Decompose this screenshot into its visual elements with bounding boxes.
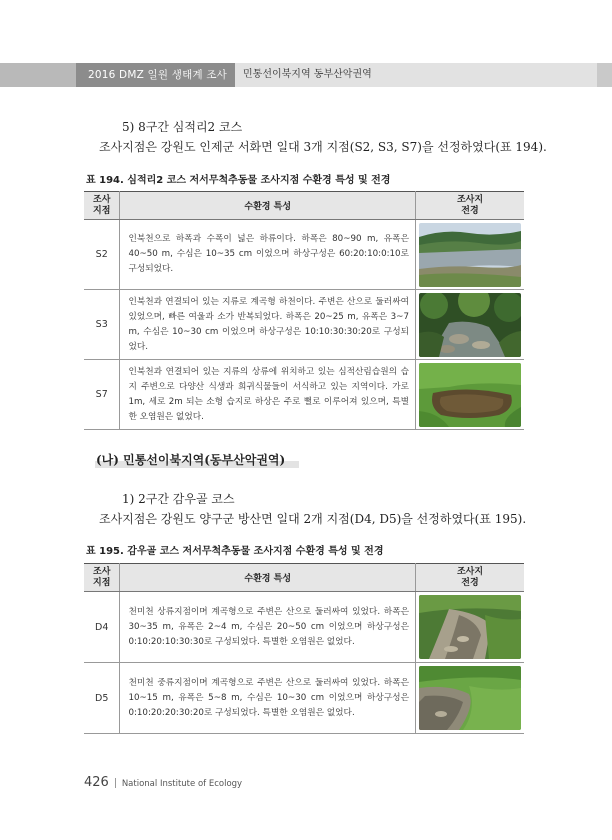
site-id: D5 [84, 663, 120, 734]
site-description: 인북천과 연결되어 있는 지류로 계곡형 하천이다. 주변은 산으로 둘러싸여 있었으며, 빠른 여울과 소가 반복되었다. 하폭은 20~25 m, 유폭은 3~7 m, 수심은 10~30 cm 이었으며 하상구성은 10:10:30:30:20로 구성되었다. [120, 290, 416, 360]
green-stream-photo [419, 666, 521, 730]
section-title: 민통선이북지역 동부산악권역 [235, 63, 612, 87]
section-heading: (나) 민통선이북지역(동부산악권역) [96, 453, 286, 467]
page-number: 426 [84, 775, 109, 790]
table-row [84, 360, 524, 430]
body-paragraph: 조사지점은 강원도 양구군 방산면 일대 2개 지점(D4, D5)을 선정하였다(표 195). [99, 512, 527, 526]
wetland-pool-photo [419, 363, 521, 427]
header-left-bar [0, 63, 76, 87]
wide-river-photo [419, 223, 521, 287]
table-caption: 표 194. 심적리2 코스 저서무척추동물 조사지점 수환경 특성 및 전경 [86, 175, 391, 186]
table-row [84, 220, 524, 290]
site-description: 인북천과 연결되어 있는 지류의 상류에 위치하고 있는 심적산림습원의 습지 주변으로 다양산 식생과 희귀식물들이 서식하고 있는 지역이다. 가로 1m, 세로 2m 되는 소형 습지로 하상은 주로 뻘로 이루어져 있으며, 특별한 오염원은 없었다. [120, 360, 416, 430]
forest-stream-photo [419, 293, 521, 357]
body-paragraph: 조사지점은 강원도 인제군 서화면 일대 3개 지점(S2, S3, S7)을 선정하였다(표 194). [99, 140, 547, 154]
site-photo-cell [415, 360, 524, 430]
table-195 [84, 563, 524, 734]
table-header-row [84, 192, 524, 220]
table-header-row [84, 564, 524, 592]
table-row [84, 592, 524, 663]
site-id: D4 [84, 592, 120, 663]
subsection-heading: 5) 8구간 심적리2 코스 [122, 120, 243, 134]
table-row [84, 663, 524, 734]
site-photo-cell [415, 220, 524, 290]
report-title: 2016 DMZ 일원 생태계 조사 [76, 63, 235, 87]
page-footer [84, 775, 242, 790]
table-row [84, 290, 524, 360]
site-id: S7 [84, 360, 120, 430]
rocky-valley-photo [419, 595, 521, 659]
running-header [0, 63, 612, 87]
site-description: 천미천 중류지점이며 계곡형으로 주변은 산으로 둘러싸여 있었다. 하폭은 10~15 m, 유폭은 5~8 m, 수심은 10~30 cm 이었으며 하상구성은 0:10:20:20:30:20로 구성되었다. 특별한 오염원은 없었다. [120, 663, 416, 734]
column-header-photo: 조사지 전경 [415, 192, 524, 220]
table-194 [84, 191, 524, 430]
column-header-site: 조사 지점 [84, 192, 120, 220]
site-description: 천미천 상류지점이며 계곡형으로 주변은 산으로 둘러싸여 있었다. 하폭은 30~35 m, 유폭은 2~4 m, 수심은 20~50 cm 이었으며 하상구성은 0:10:20:10:30:30로 구성되었다. 특별한 오염원은 없었다. [120, 592, 416, 663]
site-photo-cell [415, 663, 524, 734]
header-right-bar [597, 63, 612, 87]
column-header-environment: 수환경 특성 [120, 192, 416, 220]
column-header-environment: 수환경 특성 [120, 564, 416, 592]
column-header-site: 조사 지점 [84, 564, 120, 592]
subsection-heading: 1) 2구간 감우골 코스 [122, 492, 235, 506]
site-photo-cell [415, 592, 524, 663]
site-photo-cell [415, 290, 524, 360]
footer-organization: National Institute of Ecology [121, 779, 243, 789]
column-header-photo: 조사지 전경 [415, 564, 524, 592]
site-description: 인북천으로 하폭과 수폭이 넓은 하류이다. 하폭은 80~90 m, 유폭은 40~50 m, 수심은 10~35 cm 이었으며 하상구성은 60:20:10:0:10로 구성되었다. [120, 220, 416, 290]
site-id: S3 [84, 290, 120, 360]
footer-divider [115, 778, 116, 788]
table-caption: 표 195. 감우골 코스 저서무척추동물 조사지점 수환경 특성 및 전경 [86, 546, 384, 557]
site-id: S2 [84, 220, 120, 290]
